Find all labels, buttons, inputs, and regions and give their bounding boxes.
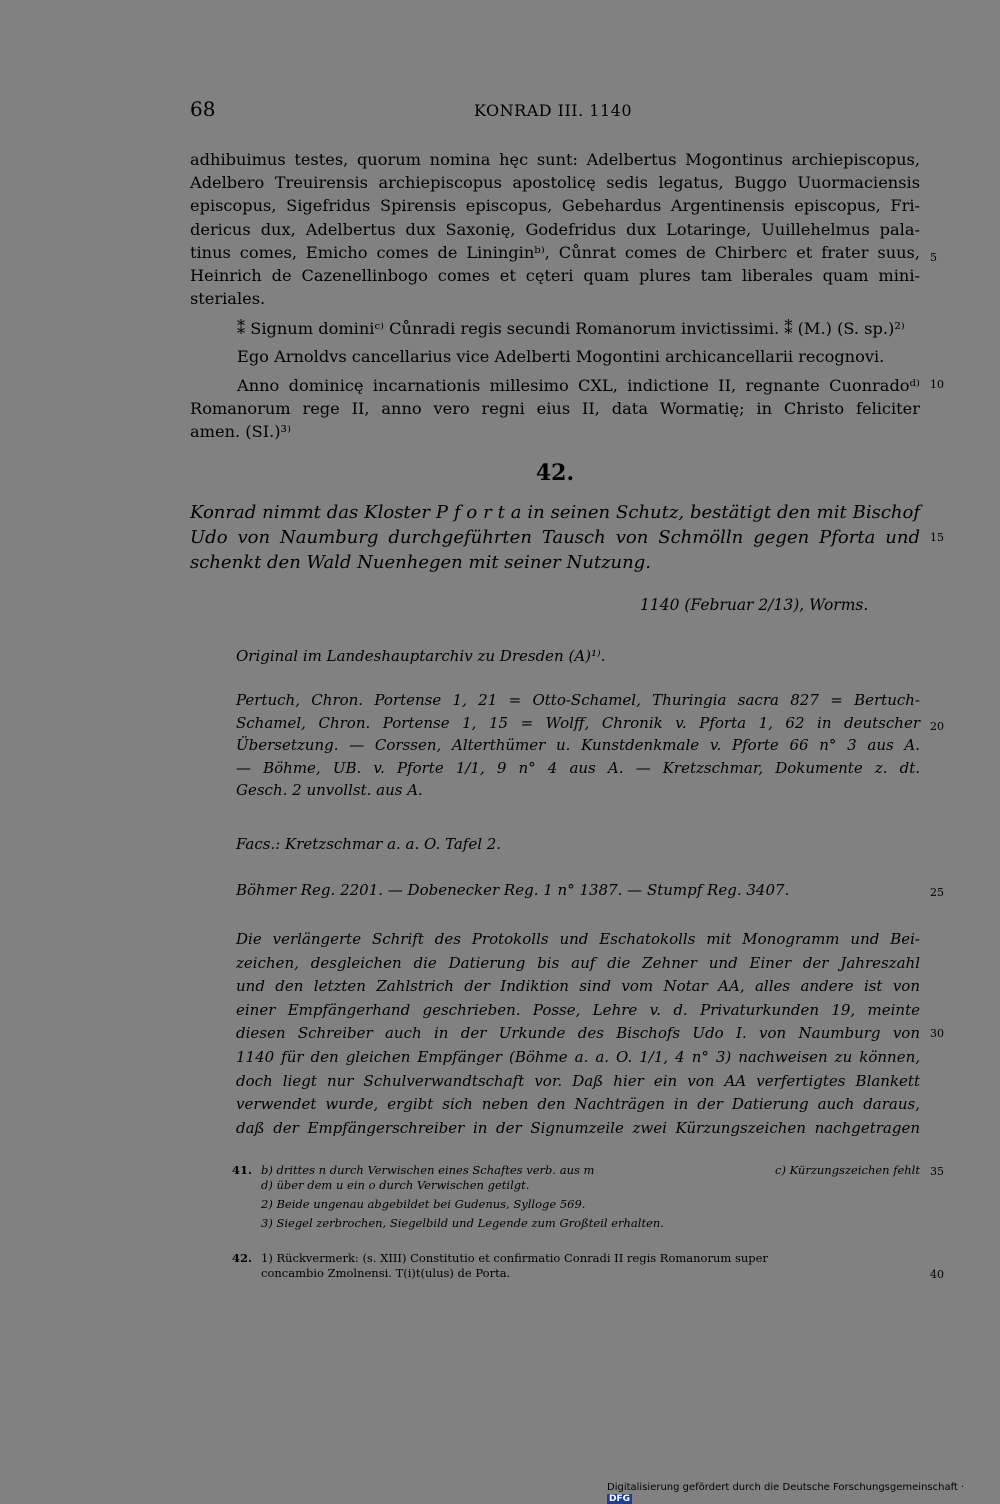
footnote-3: 3) Siegel zerbrochen, Siegelbild und Legende zum Großteil erhalten.: [261, 1216, 664, 1230]
regesta-note: Böhmer Reg. 2201. — Dobenecker Reg. 1 n° 1387. — Stumpf Reg. 3407.: [236, 881, 790, 899]
text-line: Gesch. 2 unvollst. aus A.: [236, 781, 423, 799]
footnote-b: b) drittes n durch Verwischen eines Schaftes verb. aus m: [261, 1163, 595, 1177]
signum-text: ⁑ Signum dominiᶜ⁾ Cůnradi regis secundi Romanorum invictissimi. ⁑ (M.) (S. sp.)²⁾: [237, 319, 905, 338]
footnotes-42: [232, 1251, 920, 1281]
footnote-d: d) über dem u ein o durch Verwischen getilgt.: [261, 1178, 530, 1192]
text-line: Heinrich de Cazenellinbogo comes et cęteri quam plures tam liberales quam mini-: [190, 266, 920, 286]
page-number: 68: [190, 97, 216, 121]
text-line: Romanorum rege II, anno vero regni eius II, data Wormatię; in Christo feliciter: [190, 399, 920, 419]
footnote-1-cont: concambio Zmolnensi. T(i)t(ulus) de Porta.: [261, 1266, 511, 1280]
footnote-label: 42.: [232, 1251, 253, 1265]
text-line: verwendet wurde, ergibt sich neben den Nachträgen in der Datierung auch daraus,: [236, 1095, 920, 1114]
regest-line: Udo von Naumburg durchgeführten Tausch von Schmölln gegen Pforta und: [190, 527, 920, 548]
date-place: 1140 (Februar 2/13), Worms.: [640, 596, 869, 614]
footer: [607, 1482, 987, 1504]
text-line: steriales.: [190, 289, 266, 309]
dfg-logo: DFG: [609, 1494, 631, 1504]
text-line: episcopus, Sigefridus Spirensis episcopus, Gebehardus Argentinensis episcopus, Fri-: [190, 196, 920, 216]
line-number: 5: [930, 251, 937, 264]
text-line: doch liegt nur Schulverwandtschaft vor. Daß hier ein von AA verfertigtes Blankett: [236, 1071, 920, 1090]
line-number: 35: [930, 1165, 944, 1178]
text-line: diesen Schreiber auch in der Urkunde des Bischofs Udo I. von Naumburg von: [236, 1024, 920, 1043]
original-note: Original im Landeshauptarchiv zu Dresden (A)¹⁾.: [236, 647, 606, 665]
footer-text: Digitalisierung gefördert durch die Deutsche Forschungsgemeinschaft ·: [607, 1482, 965, 1493]
recognition-line: [190, 345, 920, 368]
line-number: 30: [930, 1027, 944, 1040]
line-number: 15: [930, 531, 944, 544]
text-line: einer Empfängerhand geschrieben. Posse, Lehre v. d. Privaturkunden 19, meinte: [236, 1000, 920, 1019]
text-line: adhibuimus testes, quorum nomina hęc sunt: Adelbertus Mogontinus archiepiscopus,: [190, 150, 920, 169]
regest: [190, 500, 920, 575]
text-line: Adelbero Treuirensis archiepiscopus apostolicę sedis legatus, Buggo Uuormaciensis: [190, 173, 920, 193]
line-number: 25: [930, 886, 944, 899]
text-line: tinus comes, Emicho comes de Lininginᵇ⁾, Cůnrat comes de Chirberc et frater suus,: [190, 242, 920, 262]
line-number: 20: [930, 720, 944, 733]
commentary: [236, 928, 920, 1140]
text-line: zeichen, desgleichen die Datierung bis auf die Zehner und Einer der Jahreszahl: [236, 953, 920, 972]
footnote-c: c) Kürzungszeichen fehlt: [775, 1163, 920, 1177]
text-line: 1140 für den gleichen Empfänger (Böhme a. a. O. 1/1, 4 n° 3) nachweisen zu können,: [236, 1047, 920, 1066]
facsimile-note: Facs.: Kretzschmar a. a. O. Tafel 2.: [236, 835, 502, 853]
text-line: Anno dominicę incarnationis millesimo CXL, indictione II, regnante Cuonradoᵈ⁾: [237, 376, 920, 395]
text-line: Die verlängerte Schrift des Protokolls und Eschatokolls mit Monogramm und Bei-: [236, 930, 920, 948]
footnotes-41: [232, 1163, 920, 1231]
document-number: 42.: [535, 460, 575, 486]
recognition-text: Ego Arnoldvs cancellarius vice Adelberti Mogontini archicancellarii recognovi.: [237, 347, 885, 366]
footnote-2: 2) Beide ungenau abgebildet bei Gudenus, Sylloge 569.: [261, 1197, 586, 1211]
regest-line: Konrad nimmt das Kloster P f o r t a in seinen Schutz, bestätigt den mit Bischof: [190, 502, 920, 523]
text-line: Übersetzung. — Corssen, Alterthümer u. Kunstdenkmale v. Pforte 66 n° 3 aus A.: [236, 736, 920, 754]
regest-line: schenkt den Wald Nuenhegen mit seiner Nutzung.: [190, 552, 651, 573]
dating-clause: [190, 374, 920, 444]
footnote-1: 1) Rückvermerk: (s. XIII) Constitutio et confirmatio Conradi II regis Romanorum super: [261, 1251, 768, 1265]
footnote-label: 41.: [232, 1163, 253, 1177]
text-line: und den letzten Zahlstrich der Indiktion sind vom Notar AA, alles andere ist von: [236, 977, 920, 996]
text-line: amen. (SI.)³⁾: [190, 422, 292, 442]
witness-list: [190, 148, 920, 310]
text-line: Schamel, Chron. Portense 1, 15 = Wolff, Chronik v. Pforta 1, 62 in deutscher: [236, 713, 920, 732]
signum-line: [190, 317, 920, 340]
text-line: dericus dux, Adelbertus dux Saxonię, Godefridus dux Lotaringe, Uuillehelmus pala-: [190, 219, 920, 239]
text-line: daß der Empfängerschreiber in der Signumzeile zwei Kürzungszeichen nachgetragen: [236, 1118, 920, 1137]
line-number: 40: [930, 1268, 944, 1281]
running-head: KONRAD III. 1140: [474, 101, 633, 120]
line-number: 10: [930, 378, 944, 391]
text-line: Pertuch, Chron. Portense 1, 21 = Otto-Schamel, Thuringia sacra 827 = Bertuch-: [236, 691, 920, 709]
text-line: — Böhme, UB. v. Pforte 1/1, 9 n° 4 aus A. — Kretzschmar, Dokumente z. dt.: [236, 758, 920, 777]
editions: [236, 689, 920, 802]
